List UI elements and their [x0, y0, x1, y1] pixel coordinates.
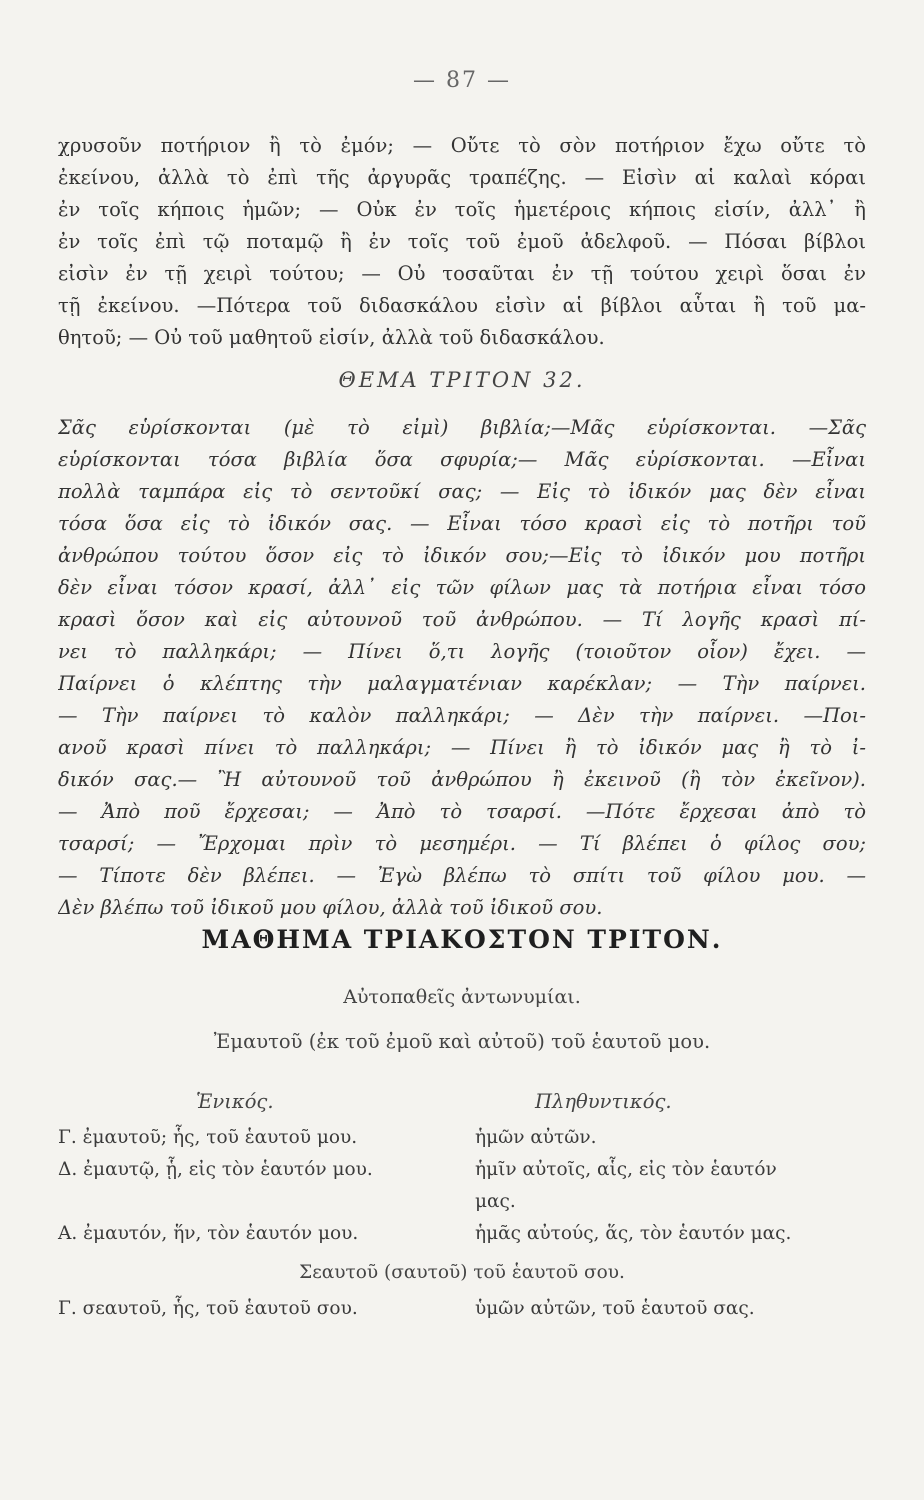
plural-form: ὑμῶν αὐτῶν, τοῦ ἑαυτοῦ σας. [475, 1298, 755, 1319]
singular-column-label: Ἑνικός. [196, 1090, 274, 1113]
text-line: πολλὰ ταμπάρα εἰς τὸ σεντοῦκί σας; — Εἰς τὸ ἰδικόν μας δὲν εἶναι [58, 480, 866, 503]
text-line: ἐκείνου, ἀλλὰ τὸ ἐπὶ τῆς ἀργυρᾶς τραπέζης. — Εἰσὶν αἱ καλαὶ κόραι [58, 166, 866, 189]
lesson-heading: ΜΑΘΗΜΑ ΤΡΙΑΚΟΣΤΟΝ ΤΡΙΤΟΝ. [201, 925, 723, 954]
text-line: εἰσὶν ἐν τῇ χειρὶ τούτου; — Οὐ τοσαῦται ἐν τῇ τούτου χειρὶ ὅσαι ἐν [58, 262, 866, 285]
text-line: εὑρίσκονται τόσα βιβλία ὅσα σφυρία;— Μᾶς εὑρίσκονται. —Εἶναι [58, 448, 866, 471]
text-line: δὲν εἶναι τόσον κρασί, ἀλλ᾽ εἰς τῶν φίλων μας τὰ ποτήρια εἶναι τόσο [58, 576, 866, 599]
first-person-heading: Ἐμαυτοῦ (ἐκ τοῦ ἐμοῦ καὶ αὐτοῦ) τοῦ ἑαυτοῦ μου. [213, 1030, 711, 1053]
paragraph-exercise-greek [58, 130, 866, 354]
text-line: νει τὸ παλληκάρι; — Πίνει ὅ,τι λογῆς (τοιοῦτον οἷον) ἔχει. — [58, 640, 866, 663]
plural-form: ἡμῶν αὐτῶν. [475, 1127, 597, 1148]
declension-row [58, 1293, 866, 1325]
singular-form: Δ. ἐμαυτῷ, ᾗ, εἰς τὸν ἑαυτόν μου. [58, 1159, 373, 1180]
text-line: τῇ ἐκείνου. —Πότερα τοῦ διδασκάλου εἰσὶν αἱ βίβλοι αὗται ἢ τοῦ μα- [58, 294, 866, 317]
section-subtitle: Αὐτοπαθεῖς ἀντωνυμίαι. [343, 986, 581, 1008]
text-line: Σᾶς εὑρίσκονται (μὲ τὸ εἰμὶ) βιβλία;—Μᾶς εὑρίσκονται. —Σᾶς [58, 416, 866, 439]
paragraph-theme-translation [58, 412, 866, 924]
text-line: Δὲν βλέπω τοῦ ἰδικοῦ μου φίλου, ἀλλὰ τοῦ ἰδικοῦ σου. [58, 896, 603, 919]
first-person-declension-table [58, 1122, 866, 1250]
text-line: ἐν τοῖς ἐπὶ τῷ ποταμῷ ἢ ἐν τοῖς τοῦ ἐμοῦ ἀδελφοῦ. — Πόσαι βίβλοι [58, 230, 866, 253]
theme-heading: ΘΕΜΑ ΤΡΙΤΟΝ 32. [338, 368, 586, 392]
text-line: τσαρσί; — Ἔρχομαι πρὶν τὸ μεσημέρι. — Τί βλέπει ὁ φίλος σου; [58, 832, 866, 855]
text-line: κρασὶ ὅσον καὶ εἰς αὐτουνοῦ τοῦ ἀνθρώπου. — Τί λογῆς κρασὶ πί- [58, 608, 866, 631]
text-line: τόσα ὅσα εἰς τὸ ἰδικόν σας. — Εἶναι τόσο κρασὶ εἰς τὸ ποτῆρι τοῦ [58, 512, 866, 535]
plural-form: μας. [475, 1191, 516, 1212]
plural-form: ἡμῖν αὐτοῖς, αἷς, εἰς τὸν ἑαυτόν [475, 1159, 777, 1180]
declension-row [58, 1186, 866, 1218]
page-number: — 87 — [413, 68, 511, 93]
second-person-declension-table [58, 1293, 866, 1325]
declension-row [58, 1218, 866, 1250]
declension-row [58, 1154, 866, 1186]
plural-column-label: Πληθυντικός. [535, 1090, 672, 1113]
text-line: ἐν τοῖς κήποις ἡμῶν; — Οὐκ ἐν τοῖς ἡμετέροις κήποις εἰσίν, ἀλλ᾽ ἢ [58, 198, 866, 221]
text-line: δικόν σας.— Ἢ αὐτουνοῦ τοῦ ἀνθρώπου ἢ ἐκεινοῦ (ἢ τὸν ἐκεῖνον). [58, 768, 866, 791]
declension-row [58, 1122, 866, 1154]
singular-form: Α. ἐμαυτόν, ἥν, τὸν ἑαυτόν μου. [58, 1223, 359, 1244]
singular-form: Γ. σεαυτοῦ, ἧς, τοῦ ἑαυτοῦ σου. [58, 1298, 358, 1319]
text-line: Παίρνει ὁ κλέπτης τὴν μαλαγματένιαν καρέκλαν; — Τὴν παίρνει. [58, 672, 866, 695]
text-line: θητοῦ; — Οὐ τοῦ μαθητοῦ εἰσίν, ἀλλὰ τοῦ διδασκάλου. [58, 326, 605, 349]
plural-form: ἡμᾶς αὐτούς, ἅς, τὸν ἑαυτόν μας. [475, 1223, 792, 1244]
text-line: — Ἀπὸ ποῦ ἔρχεσαι; — Ἀπὸ τὸ τσαρσί. —Πότε ἔρχεσαι ἀπὸ τὸ [58, 800, 866, 823]
text-line: ανοῦ κρασὶ πίνει τὸ παλληκάρι; — Πίνει ἢ τὸ ἰδικόν μας ἢ τὸ ἰ- [58, 736, 866, 759]
text-line: ἀνθρώπου τούτου ὅσον εἰς τὸ ἰδικόν σου;—Εἰς τὸ ἰδικόν μου ποτῆρι [58, 544, 866, 567]
text-line: χρυσοῦν ποτήριον ἢ τὸ ἐμόν; — Οὔτε τὸ σὸν ποτήριον ἔχω οὔτε τὸ [58, 134, 866, 157]
text-line: — Τίποτε δὲν βλέπει. — Ἐγὼ βλέπω τὸ σπίτι τοῦ φίλου μου. — [58, 864, 866, 887]
second-person-heading: Σεαυτοῦ (σαυτοῦ) τοῦ ἑαυτοῦ σου. [299, 1262, 625, 1283]
text-line: — Τὴν παίρνει τὸ καλὸν παλληκάρι; — Δὲν τὴν παίρνει. —Ποι- [58, 704, 866, 727]
singular-form: Γ. ἐμαυτοῦ; ἧς, τοῦ ἑαυτοῦ μου. [58, 1127, 358, 1148]
